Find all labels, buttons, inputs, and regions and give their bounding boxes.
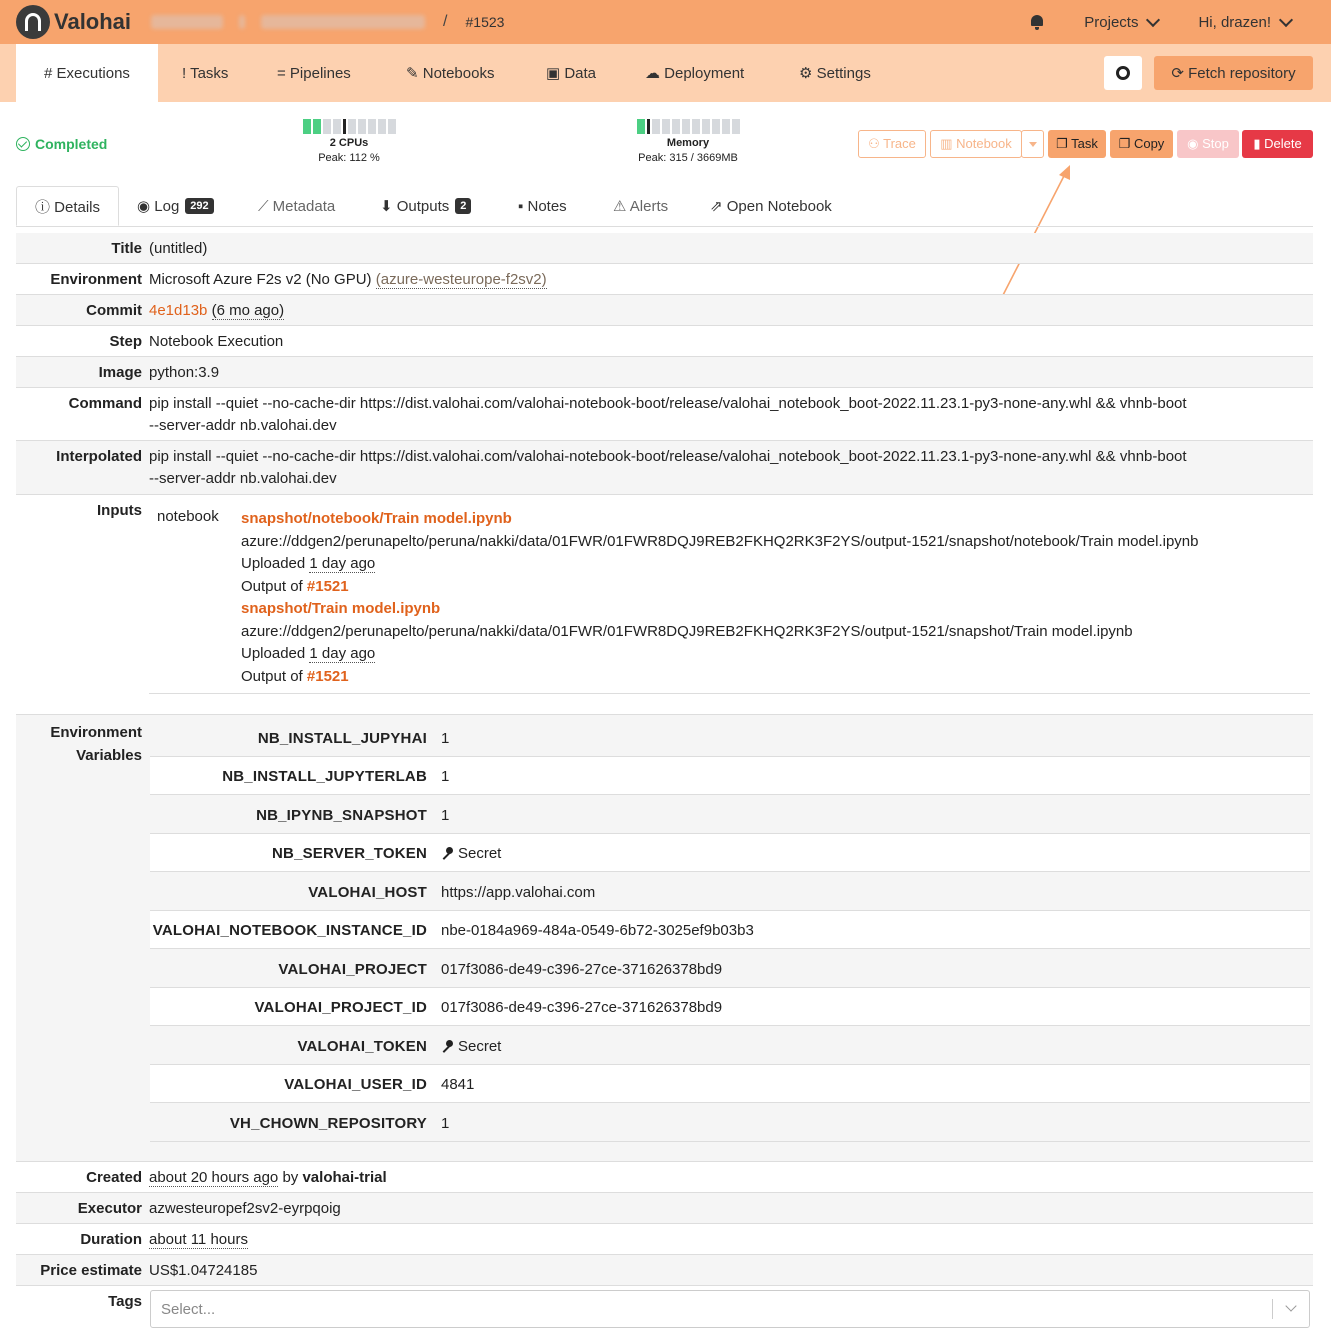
input-file-link[interactable]: snapshot/notebook/Train model.ipynb — [241, 510, 512, 527]
nav-tab-data[interactable]: ▣ Data — [546, 65, 597, 82]
nav-tab-deployment[interactable]: ☁ Deployment — [645, 65, 745, 82]
input-files: snapshot/notebook/Train model.ipynb azure://ddgen2/perunapelto/peruna/nakki/data/01FWR/01FWR8DQJ9REB2FKHQ2RK3F2YS/output-1521/snapshot/notebook/Train model.ipynb Uploaded 1 day ago Output of #1521 snapshot/Train model.ipynb azure://ddgen2/perunapelto/peruna/nakki/data/01FWR/01FWR8DQJ9REB2FKHQ2RK3F2YS/output-1521/snapshot/Train model.ipynb Uploaded 1 day ago Output of #1521 — [241, 510, 1199, 685]
env-var-row: VALOHAI_USER_ID 4841 — [150, 1065, 1310, 1103]
env-var-row: VALOHAI_PROJECT_ID 017f3086-de49-c396-27ce-371626378bd9 — [150, 988, 1310, 1026]
env-var-row: NB_IPYNB_SNAPSHOT 1 — [150, 796, 1310, 834]
tags-separator — [1272, 1299, 1273, 1319]
env-var-row: VALOHAI_TOKEN Secret — [150, 1027, 1310, 1065]
tab-alerts[interactable]: ⚠ Alerts — [613, 198, 669, 215]
cpu-label: 2 CPUs — [329, 137, 369, 149]
detail-row-command: Command pip install --quiet --no-cache-dir https://dist.valohai.com/valohai-notebook-boot/release/valohai_notebook_boot-2022.11.23.1-py3-none-any.whl && vhnb-boot --server-addr nb.valohai.dev — [16, 388, 1313, 441]
nav-tab-notebooks[interactable]: ✎ Notebooks — [406, 65, 495, 82]
execution-id: #1523 — [465, 14, 505, 30]
tags-select[interactable] — [150, 1290, 1310, 1328]
tags-placeholder: Select... — [161, 1300, 216, 1318]
tab-notes[interactable]: ▪ Notes — [518, 197, 567, 215]
tab-details[interactable]: ⓘ Details — [16, 186, 119, 226]
inputs-divider — [149, 693, 1310, 694]
uploaded-time: 1 day ago — [309, 555, 376, 572]
delete-button[interactable]: ▮ Delete — [1242, 130, 1313, 158]
detail-row-environment-variables: Environment Variables — [16, 715, 1313, 1162]
step-value: Notebook Execution — [149, 333, 284, 350]
tab-open-notebook[interactable]: ⇗ Open Notebook — [710, 198, 832, 215]
created-time: about 20 hours ago — [149, 1169, 279, 1186]
detail-row-commit: Commit 4e1d13b (6 mo ago) — [16, 295, 1313, 326]
memory-label: Memory — [666, 137, 710, 149]
tab-log[interactable]: ◉ Log 292 — [137, 186, 214, 226]
nav-tab-executions[interactable]: # Executions — [16, 44, 158, 102]
env-var-row: VH_CHOWN_REPOSITORY 1 — [150, 1104, 1310, 1142]
breadcrumb-separator: / — [443, 13, 448, 30]
duration-value: about 11 hours — [149, 1231, 248, 1248]
tab-metadata[interactable]: ⟋ Metadata — [258, 197, 336, 215]
detail-row-inputs: Inputs notebook snapshot/notebook/Train model.ipynb azure://ddgen2/perunapelto/peruna/nakki/data/01FWR/01FWR8DQJ9REB2FKHQ2RK3F2YS/output-1521/snapshot/notebook/Train model.ipynb Uploaded 1 day ago Output of #1521 snapshot/Train model.ipynb azure://ddgen2/perunapelto/peruna/nakki/data/01FWR/01FWR8DQJ9REB2FKHQ2RK3F2YS/output-1521/snapshot/Train model.ipynb Uploaded 1 day ago Output of #1521 — [16, 495, 1313, 715]
commit-link[interactable]: 4e1d13b — [149, 302, 208, 319]
detail-row-image: Image python:3.9 — [16, 357, 1313, 388]
input-file-url: azure://ddgen2/perunapelto/peruna/nakki/data/01FWR/01FWR8DQJ9REB2FKHQ2RK3F2YS/output-1521/snapshot/notebook/Train model.ipynb — [241, 532, 1199, 550]
interpolated-value: pip install --quiet --no-cache-dir https://dist.valohai.com/valohai-notebook-boot/release/valohai_notebook_boot-2022.11.23.1-py3-none-any.whl && vhnb-boot --server-addr nb.valohai.dev — [149, 448, 1187, 487]
log-count-badge: 292 — [185, 198, 213, 214]
input-name: notebook — [157, 508, 219, 525]
trace-button[interactable]: ⚇ Trace — [858, 130, 926, 158]
copy-button[interactable]: ❐ Copy — [1110, 130, 1173, 158]
tab-outputs[interactable]: ⬇ Outputs 2 — [380, 186, 471, 226]
detail-row-title: Title (untitled) — [16, 233, 1313, 264]
detail-row-duration: Duration about 11 hours — [16, 1224, 1313, 1255]
key-icon — [441, 1040, 453, 1052]
env-var-row: VALOHAI_NOTEBOOK_INSTANCE_ID nbe-0184a969-484a-0549-6b72-3025ef9b03b3 — [150, 911, 1310, 949]
memory-peak: Peak: 315 / 3669MB — [638, 152, 738, 164]
outputs-count-badge: 2 — [455, 198, 471, 214]
env-var-row: VALOHAI_PROJECT 017f3086-de49-c396-27ce-371626378bd9 — [150, 950, 1310, 988]
projects-label: Projects — [1084, 13, 1139, 31]
output-of-link[interactable]: #1521 — [306, 577, 349, 595]
env-var-row: VALOHAI_HOST https://app.valohai.com — [150, 873, 1310, 911]
stop-button[interactable]: ◉ Stop — [1177, 130, 1239, 158]
notebook-button[interactable]: ▥ Notebook — [930, 130, 1022, 158]
price-value: US$1.04724185 — [149, 1262, 258, 1279]
env-var-row: NB_INSTALL_JUPYHAI 1 — [150, 719, 1310, 757]
detail-row-price: Price estimate US$1.04724185 — [16, 1255, 1313, 1286]
detail-row-created: Created about 20 hours ago by valohai-trial — [16, 1162, 1313, 1193]
logo-text: Valohai — [54, 9, 132, 34]
input-file-url: azure://ddgen2/perunapelto/peruna/nakki/data/01FWR/01FWR8DQJ9REB2FKHQ2RK3F2YS/output-1521/snapshot/Train model.ipynb — [241, 622, 1133, 640]
nav-tab-tasks[interactable]: ! Tasks — [182, 64, 229, 82]
command-value: pip install --quiet --no-cache-dir https://dist.valohai.com/valohai-notebook-boot/release/valohai_notebook_boot-2022.11.23.1-py3-none-any.whl && vhnb-boot --server-addr nb.valohai.dev — [149, 395, 1187, 434]
detail-row-step: Step Notebook Execution — [16, 326, 1313, 357]
nav-tab-settings[interactable]: ⚙ Settings — [799, 65, 871, 82]
input-file-link[interactable]: snapshot/Train model.ipynb — [241, 600, 441, 617]
cpu-peak: Peak: 112 % — [318, 152, 380, 164]
uploaded-time: 1 day ago — [309, 645, 376, 662]
image-value: python:3.9 — [149, 364, 220, 381]
chevron-down-icon[interactable] — [1285, 1300, 1296, 1311]
execution-tabs — [16, 186, 1313, 227]
detail-row-executor: Executor azwesteuropef2sv2-eyrpqoig — [16, 1193, 1313, 1224]
nav-tab-pipelines[interactable]: = Pipelines — [277, 64, 351, 82]
environment-slug[interactable]: (azure-westeurope-f2sv2) — [375, 271, 547, 288]
commit-age: (6 mo ago) — [211, 302, 285, 319]
detail-row-interpolated: Interpolated pip install --quiet --no-cache-dir https://dist.valohai.com/valohai-notebook-boot/release/valohai_notebook_boot-2022.11.23.1-py3-none-any.whl && vhnb-boot --server-addr nb.valohai.dev — [16, 441, 1313, 495]
status-text: Completed — [35, 136, 108, 152]
key-icon — [441, 847, 453, 859]
env-var-row: NB_SERVER_TOKEN Secret — [150, 834, 1310, 872]
title-value: (untitled) — [149, 240, 208, 257]
detail-row-environment: Environment Microsoft Azure F2s v2 (No GPU) (azure-westeurope-f2sv2) — [16, 264, 1313, 295]
executor-value: azwesteuropef2sv2-eyrpqoig — [149, 1200, 341, 1217]
task-button[interactable]: ❐ Task — [1048, 130, 1106, 158]
created-by-user: valohai-trial — [302, 1169, 387, 1186]
environment-value: Microsoft Azure F2s v2 (No GPU) — [149, 271, 372, 288]
output-of-link[interactable]: #1521 — [306, 667, 349, 685]
fetch-repository-button[interactable]: ⟳ Fetch repository — [1154, 56, 1313, 90]
user-greeting: Hi, drazen! — [1198, 13, 1271, 31]
env-var-row: NB_INSTALL_JUPYTERLAB 1 — [150, 757, 1310, 795]
detail-row-tags: Tags — [108, 1293, 142, 1310]
